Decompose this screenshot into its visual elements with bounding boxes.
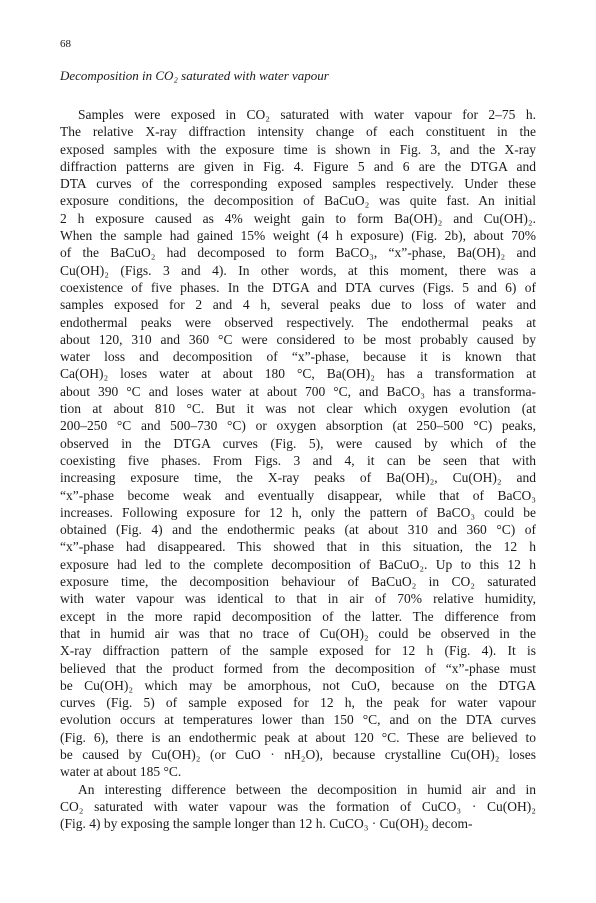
text-line: increases. Following exposure for 12 h, only the pattern of BaCO₃ could be (60, 504, 536, 520)
text-line: exposed samples with the exposure time is shown in Fig. 3, and the X-ray (60, 141, 536, 157)
text-line: 2 h exposure caused as 4% weight gain to form Ba(OH)₂ and Cu(OH)₂. (60, 210, 536, 226)
text-line: endothermal peaks were observed respectively. The endothermal peaks at (60, 314, 536, 330)
paragraph (60, 781, 536, 833)
text-line: “x”-phase had disappeared. This showed that in this situation, the 12 h (60, 539, 536, 555)
text-line: about 120, 310 and 360 °C were considered to be most probably caused by (60, 331, 536, 347)
text-line: be caused by Cu(OH)₂ (or CuO · nH₂O), because crystalline Cu(OH)₂ loses (60, 746, 536, 762)
text-line: curves (Fig. 5) of sample exposed for 12 h, the peak for water vapour (60, 695, 536, 711)
text-line: with water vapour was identical to that in air of 70% relative humidity, (60, 591, 536, 607)
text-line: water loss and decomposition of “x”-phase, because it is known that (60, 349, 536, 365)
text-line: When the sample had gained 15% weight (4 h exposure) (Fig. 2b), about 70% (60, 228, 536, 244)
text-line: exposure conditions, the decomposition of BaCuO₂ was quite fast. An initial (60, 193, 536, 209)
text-line: believed that the product formed from the decomposition of “x”-phase must (60, 660, 536, 676)
text-line: “x”-phase become weak and eventually disappear, while that of BaCO₃ (60, 487, 536, 503)
section-heading: Decomposition in CO₂ saturated with water vapour (60, 68, 329, 83)
text-line: about 390 °C and loses water at about 700 °C, and BaCO₃ has a transforma- (60, 383, 536, 399)
text-line: tion at about 810 °C. But it was not clear which oxygen evolution (at (60, 401, 536, 417)
body-text (60, 106, 536, 832)
text-line: Cu(OH)₂ (Figs. 3 and 4). In other words, at this moment, there was a (60, 262, 536, 278)
text-line: obtained (Fig. 4) and the endothermic peaks (at about 310 and 360 °C) of (60, 522, 536, 538)
text-line: increasing exposure time, the X-ray peaks of Ba(OH)₂, Cu(OH)₂ and (60, 470, 536, 486)
text-line: (Fig. 4) by exposing the sample longer than 12 h. CuCO₃ · Cu(OH)₂ decom- (60, 816, 473, 832)
text-line: DTA curves of the corresponding exposed samples respectively. Under these (60, 176, 536, 192)
text-line: except in the more rapid decomposition of the latter. The difference from (60, 608, 536, 624)
text-line: X-ray diffraction pattern of the sample exposed for 12 h (Fig. 4). It is (60, 643, 536, 659)
text-line: evolution occurs at temperatures lower than 150 °C, and on the DTA curves (60, 712, 536, 728)
text-line: exposure time, the decomposition behaviour of BaCuO₂ in CO₂ saturated (60, 574, 536, 590)
text-line: exposure had led to the complete decomposition of BaCuO₂. Up to this 12 h (60, 556, 536, 572)
text-line: be Cu(OH)₂ which may be amorphous, not CuO, because on the DTGA (60, 677, 536, 693)
text-line: The relative X-ray diffraction intensity change of each constituent in the (60, 124, 536, 140)
paragraph (60, 106, 536, 781)
text-line: that in humid air was that no trace of Cu(OH)₂ could be observed in the (60, 625, 536, 641)
text-line: coexistence of five phases. In the DTGA and DTA curves (Figs. 5 and 6) of (60, 279, 536, 295)
text-line: coexisting five phases. From Figs. 3 and 4, it can be seen that with (60, 452, 536, 468)
text-line: observed in the DTGA curves (Fig. 5), were caused by which of the (60, 435, 536, 451)
text-line: (Fig. 6), there is an endothermic peak at about 120 °C. These are believed to (60, 729, 536, 745)
text-line: of the BaCuO₂ had decomposed to form BaCO₃, “x”-phase, Ba(OH)₂ and (60, 245, 536, 261)
text-line: water at about 185 °C. (60, 764, 182, 780)
text-line: Ca(OH)₂ loses water at about 180 °C, Ba(OH)₂ has a transformation at (60, 366, 536, 382)
page-number: 68 (60, 38, 71, 50)
text-line: diffraction patterns are given in Fig. 4. Figure 5 and 6 are the DTGA and (60, 158, 536, 174)
text-line: An interesting difference between the decomposition in humid air and in (78, 781, 536, 797)
text-line: Samples were exposed in CO₂ saturated with water vapour for 2–75 h. (78, 107, 536, 122)
text-line: CO₂ saturated with water vapour was the formation of CuCO₃ · Cu(OH)₂ (60, 798, 536, 814)
text-line: 200–250 °C and 500–730 °C) or oxygen absorption (at 250–500 °C) peaks, (60, 418, 536, 434)
text-line: samples exposed for 2 and 4 h, several peaks due to loss of water and (60, 297, 536, 313)
